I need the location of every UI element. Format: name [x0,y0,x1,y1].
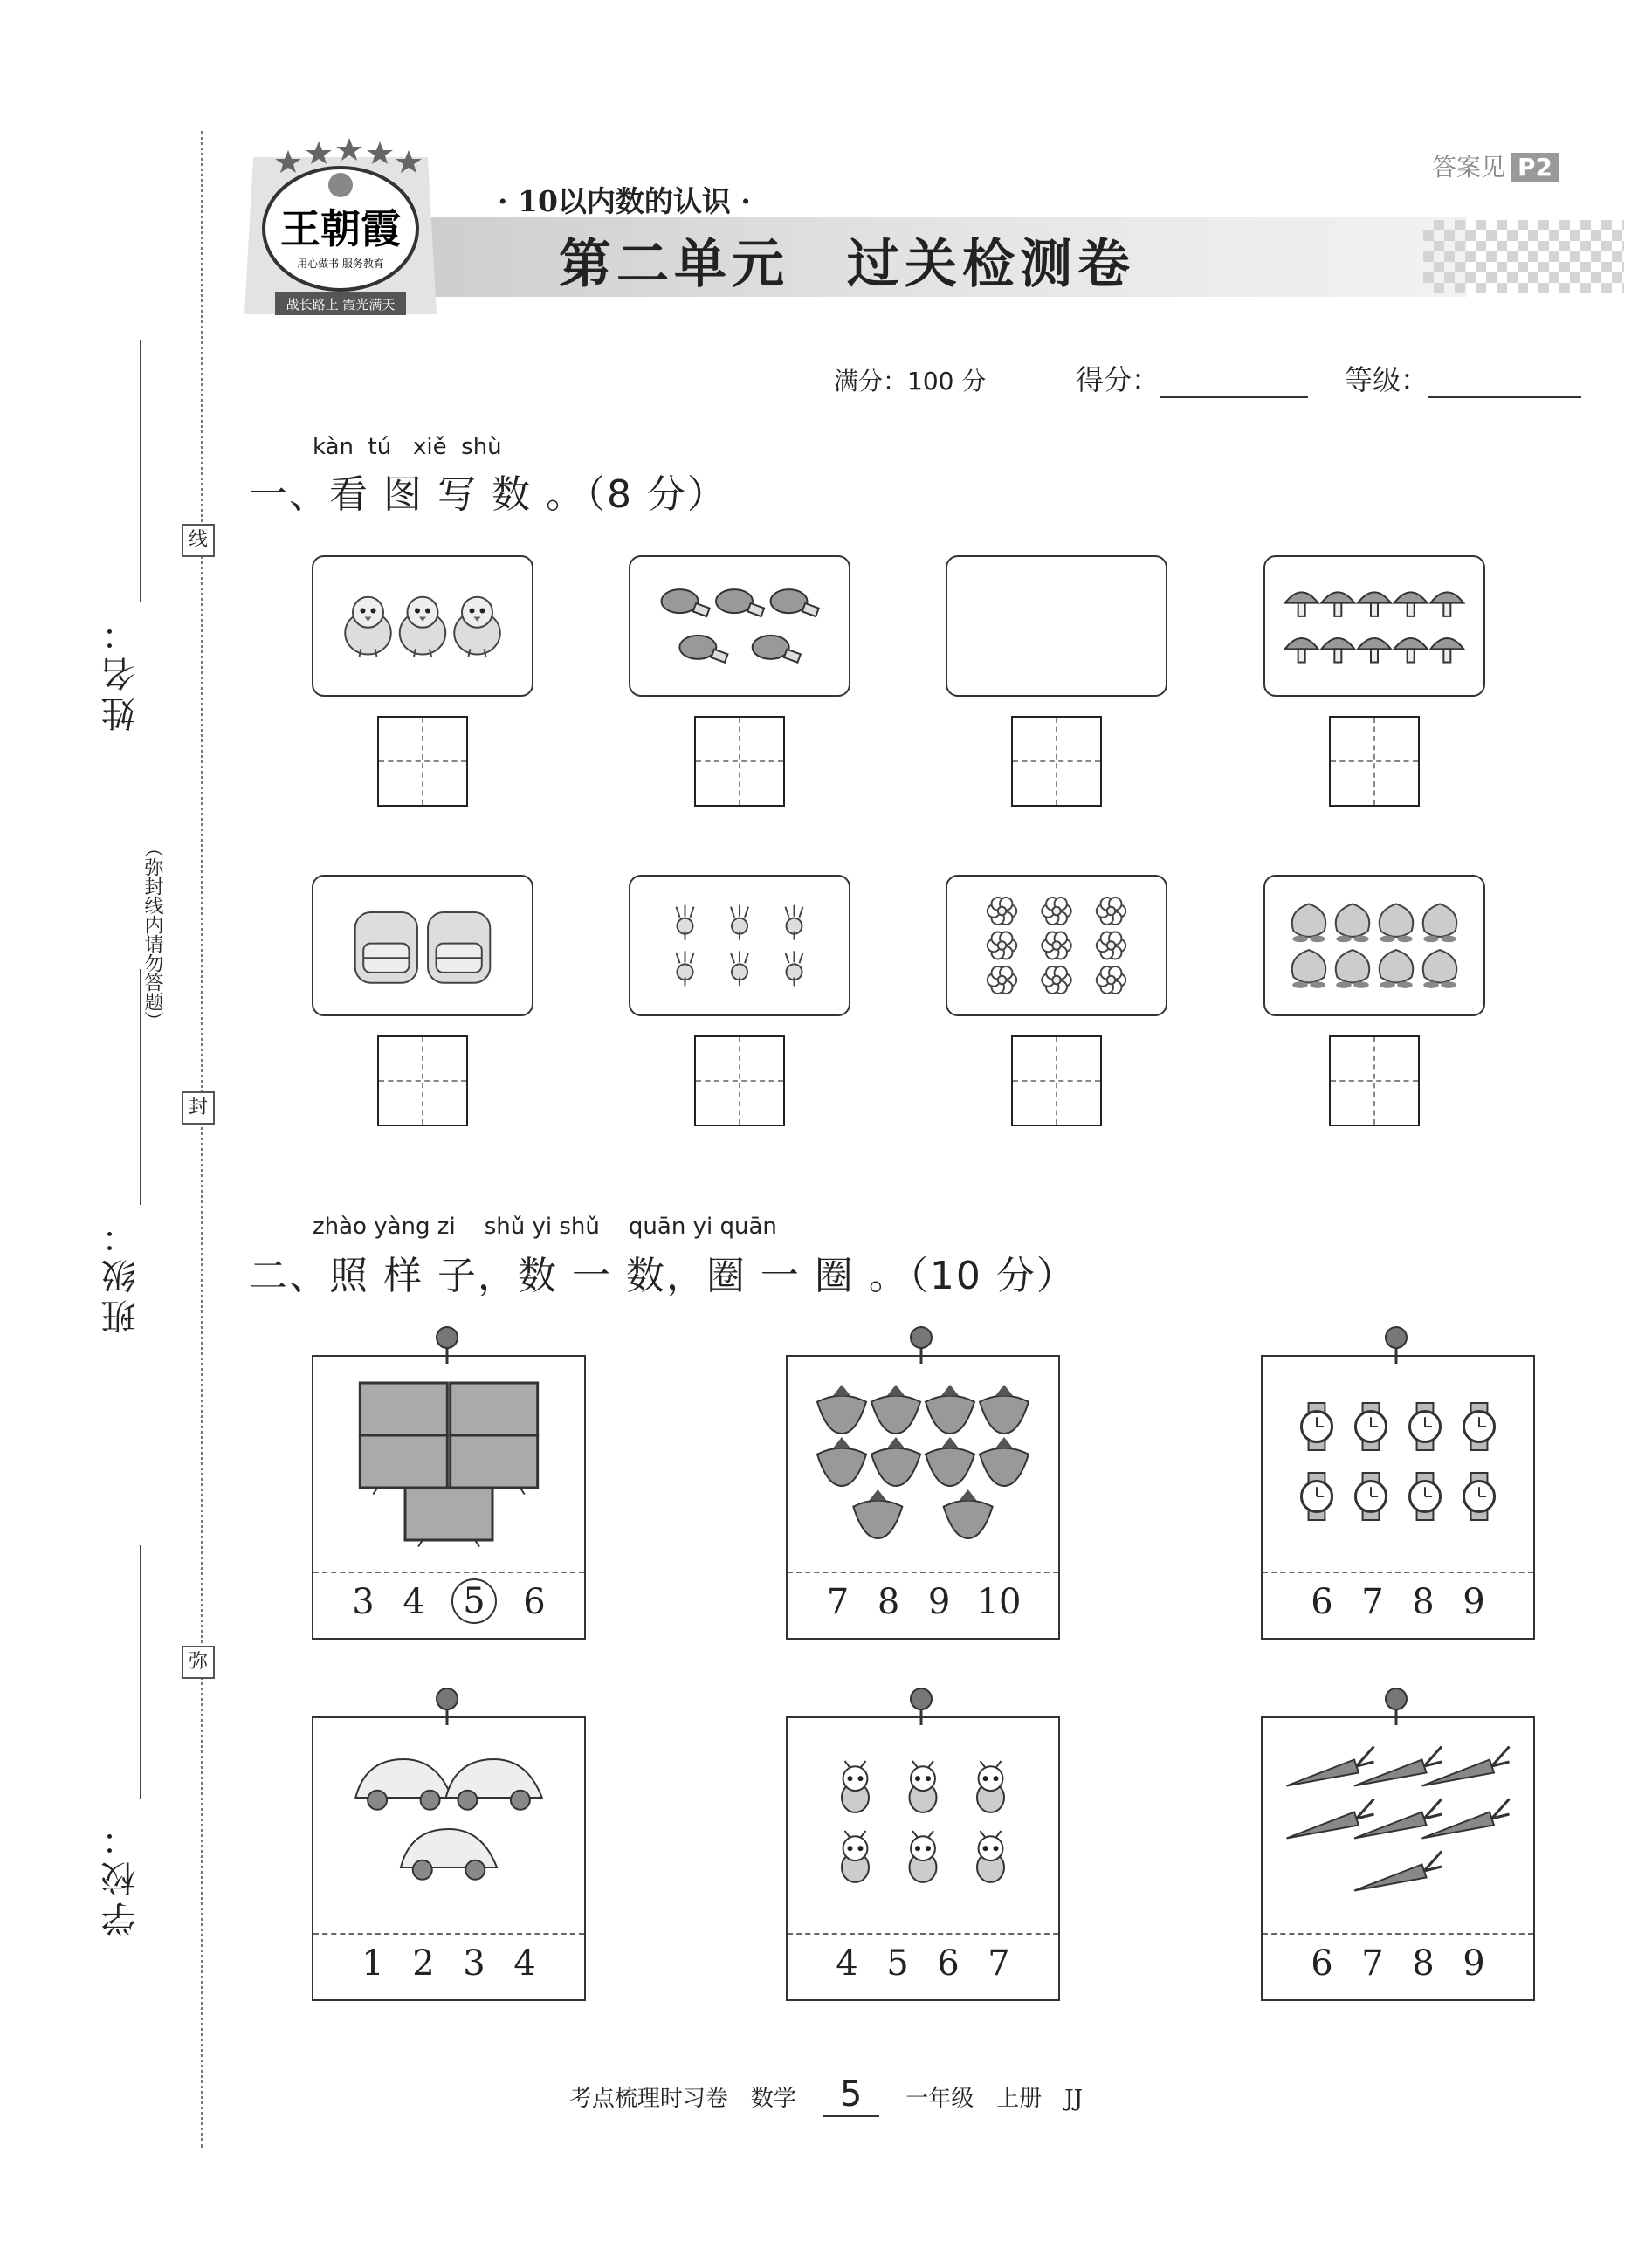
card-divider [1263,1933,1533,1935]
number-option[interactable]: 8 [1412,1582,1435,1622]
strawberry-icon [926,1437,974,1486]
answer-ref-label: 答案见 [1432,153,1506,182]
pushpin-icon [1379,1685,1414,1727]
peach-icon [1336,950,1369,988]
number-option[interactable]: 7 [1361,1943,1384,1984]
watch-icon [1355,1473,1386,1520]
car-icon [355,1759,451,1810]
number-options [1263,1582,1533,1622]
peach-icon [1423,904,1456,942]
flower-icon [1042,932,1070,959]
ping-pong-paddle-icon [716,589,764,616]
car-icon [401,1829,497,1880]
unit-subtitle: · 10以内数的认识 · [498,184,751,218]
logo-text: 王朝霞 [280,205,401,252]
flower-icon [988,932,1016,959]
mushroom-icon [1321,592,1354,616]
number-option[interactable]: 8 [877,1582,900,1622]
bee-icon [910,1761,937,1812]
radish-icon [786,905,803,940]
page-footer [0,2074,1652,2117]
section1-pinyin: kàn tú xiě shù [313,434,502,460]
carrot-icon [1287,1799,1374,1839]
radish-icon [677,905,694,940]
answer-reference [1432,148,1559,183]
picture-frame [629,875,850,1016]
number-option[interactable]: 5 [886,1943,909,1984]
footer-right: 一年级 上册 JJ [905,2086,1084,2112]
logo-slogan: 战长路上 霞光满天 [286,297,396,313]
number-option[interactable]: 4 [836,1943,858,1984]
radish-icon [677,951,694,986]
number-option[interactable]: 3 [352,1582,375,1622]
grade-blank[interactable] [1428,368,1581,398]
full-score: 满分：100 分 [834,367,987,395]
watch-icon [1409,1403,1440,1450]
counting-card [786,1716,1060,2001]
school-label: 学校： [101,1816,141,1936]
strawberry-icon [817,1437,866,1486]
counting-card [1261,1355,1535,1640]
number-option[interactable]: 2 [412,1943,435,1984]
bee-icon [977,1761,1004,1812]
flower-icon [1097,966,1125,994]
number-option[interactable]: 7 [1361,1582,1384,1622]
checker-pattern [1423,220,1624,293]
mushroom-icon [1285,638,1318,663]
bee-icon [910,1831,937,1882]
circled-number-option[interactable]: 5 [451,1578,497,1624]
seal-note: （弥封线内请勿答题） [141,838,163,1030]
answer-grid-box[interactable] [694,1035,785,1126]
bee-icon [977,1831,1004,1882]
strawberry-icon [980,1437,1029,1486]
number-option[interactable]: 8 [1412,1943,1435,1984]
carrot-icon [1287,1747,1374,1786]
section1-heading: 一、看 图 写 数 。（8 分） [249,472,727,517]
number-option[interactable]: 6 [523,1582,546,1622]
number-option[interactable]: 6 [1311,1943,1333,1984]
ping-pong-paddle-icon [771,589,819,616]
backpack-icon [428,912,490,983]
tv-icon [405,1488,492,1547]
number-options [313,1943,584,1984]
peach-icon [1336,904,1369,942]
peach-icon [1380,904,1413,942]
pushpin-icon [904,1685,939,1727]
strawberry-icon [871,1437,920,1486]
ping-pong-paddle-icon [679,636,727,663]
radish-icon [731,951,748,986]
strawberry-icon [853,1489,902,1538]
number-options [313,1582,584,1624]
flower-icon [1042,898,1070,925]
strawberry-icon [926,1385,974,1434]
flower-icon [1097,898,1125,925]
chick-icon [400,597,446,657]
counting-card [312,1716,586,2001]
number-option[interactable]: 10 [976,1582,1022,1622]
card-divider [788,1933,1058,1935]
watch-icon [1409,1473,1440,1520]
mushroom-icon [1321,638,1354,663]
answer-grid-box[interactable] [377,716,468,807]
pushpin-icon [430,1685,465,1727]
car-icon [446,1759,542,1810]
strawberry-icon [817,1385,866,1434]
number-option[interactable]: 4 [513,1943,536,1984]
counting-card [786,1355,1060,1640]
card-divider [788,1572,1058,1573]
number-options [788,1943,1058,1984]
tv-icon [451,1383,538,1442]
watch-icon [1301,1403,1332,1450]
answer-page-badge: P2 [1511,153,1559,182]
answer-grid-box[interactable] [1011,716,1102,807]
tv-icon [360,1435,447,1495]
peach-icon [1380,950,1413,988]
seal-mark-mi: 弥 [182,1646,215,1679]
answer-grid-box[interactable] [1329,716,1420,807]
number-options [1263,1943,1533,1984]
watch-icon [1355,1403,1386,1450]
section2-heading: 二、照 样 子，数 一 数，圈 一 圈 。（10 分） [249,1254,1077,1298]
flower-icon [1042,966,1070,994]
strawberry-icon [980,1385,1029,1434]
bee-icon [842,1831,869,1882]
watch-icon [1463,1473,1494,1520]
publisher-logo [236,131,445,340]
answer-grid-box[interactable] [694,716,785,807]
chick-icon [345,597,391,657]
card-divider [313,1933,584,1935]
grade-field[interactable] [1345,358,1581,398]
mushroom-icon [1430,638,1463,663]
tv-icon [451,1435,538,1495]
mushroom-icon [1394,638,1428,663]
answer-grid-box[interactable] [1011,1035,1102,1126]
seal-mark-feng: 封 [182,1091,215,1124]
carrot-icon [1354,1852,1442,1891]
picture-frame [312,555,533,697]
peach-icon [1292,950,1325,988]
backpack-icon [355,912,417,983]
number-options [788,1582,1058,1622]
score-blank[interactable] [1160,368,1308,398]
class-label: 班级： [101,1214,141,1334]
card-divider [313,1572,584,1573]
radish-icon [731,905,748,940]
number-option[interactable]: 6 [937,1943,960,1984]
ping-pong-paddle-icon [662,589,710,616]
mushroom-icon [1430,592,1463,616]
number-option[interactable]: 9 [1463,1582,1485,1622]
logo-tagline: 用心做书 服务教育 [297,258,384,270]
page-title: 第二单元 过关检测卷 [559,234,1135,295]
answer-grid-box[interactable] [1329,1035,1420,1126]
picture-frame [312,875,533,1016]
section2-pinyin: zhào yàng zi shǔ yi shǔ quān yi quān [313,1214,777,1240]
footer-left: 考点梳理时习卷 数学 [568,2086,796,2112]
mushroom-icon [1358,638,1391,663]
picture-frame [1263,555,1485,697]
pushpin-icon [1379,1324,1414,1365]
flower-icon [988,966,1016,994]
number-option[interactable]: 3 [463,1943,485,1984]
tv-icon [360,1383,447,1442]
strawberry-icon [944,1489,993,1538]
picture-frame [946,875,1167,1016]
watch-icon [1301,1473,1332,1520]
chick-icon [454,597,500,657]
number-option[interactable]: 6 [1311,1582,1333,1622]
counting-card [1261,1716,1535,2001]
picture-frame [1263,875,1485,1016]
mushroom-icon [1394,592,1428,616]
name-label: 姓名： [101,611,141,732]
score-field[interactable] [1076,358,1308,398]
flower-icon [988,898,1016,925]
seal-mark-xian: 线 [182,524,215,557]
number-option[interactable]: 7 [826,1582,850,1622]
picture-frame [946,555,1167,697]
card-divider [1263,1572,1533,1573]
radish-icon [786,951,803,986]
counting-card [312,1355,586,1640]
pushpin-icon [430,1324,465,1365]
number-option[interactable]: 7 [988,1943,1010,1984]
number-option[interactable]: 1 [361,1943,384,1984]
mushroom-icon [1285,592,1318,616]
pushpin-icon [904,1324,939,1365]
answer-grid-box[interactable] [377,1035,468,1126]
page-number: 5 [823,2074,879,2117]
name-underline [140,340,141,602]
bee-icon [842,1761,869,1812]
number-option[interactable]: 9 [927,1582,951,1622]
seal-dotted-line [201,131,203,2148]
picture-frame [629,555,850,697]
number-option[interactable]: 4 [403,1582,425,1622]
score-label: 得分： [1076,363,1160,396]
strawberry-icon [871,1385,920,1434]
grade-label: 等级： [1345,363,1429,396]
school-underline [140,1545,141,1799]
peach-icon [1423,950,1456,988]
ping-pong-paddle-icon [753,636,801,663]
peach-icon [1292,904,1325,942]
number-option[interactable]: 9 [1463,1943,1485,1984]
mushroom-icon [1358,592,1391,616]
flower-icon [1097,932,1125,959]
watch-icon [1463,1403,1494,1450]
